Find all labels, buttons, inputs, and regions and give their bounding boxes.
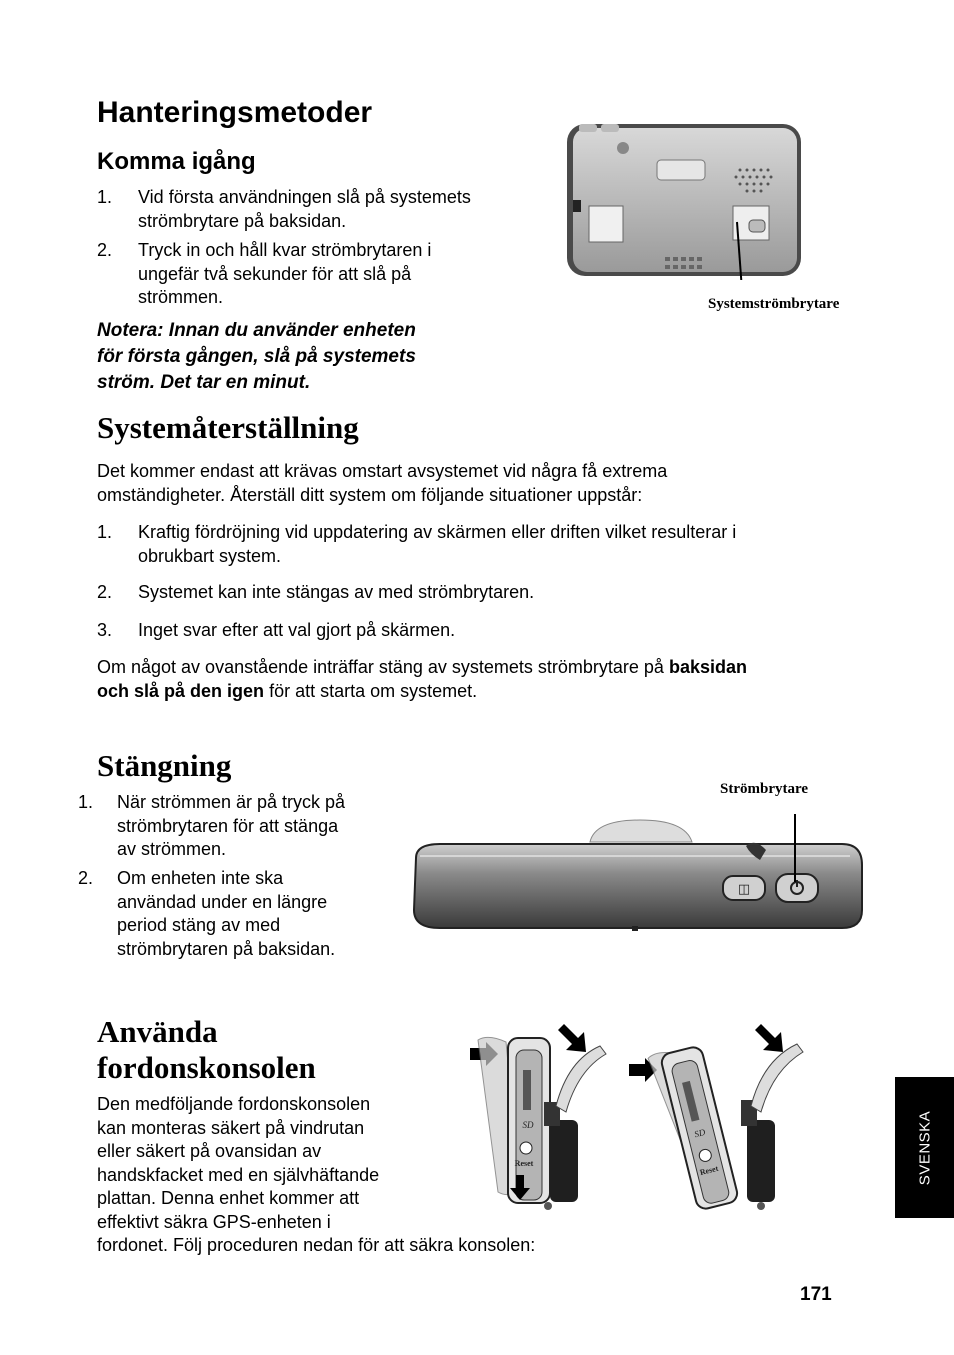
console-illustration-2 — [625, 1020, 815, 1215]
arrow-down-right-icon — [755, 1024, 783, 1052]
reset-intro: Det kommer endast att krävas omstart avsystemet vid några få extrema omständigheter. Återställ ditt system om följande situationer uppstår: — [97, 461, 668, 505]
steps-list-hantering — [97, 186, 537, 309]
item-number: 2. — [78, 868, 94, 888]
item-text: ungefär två sekunder för att slå på — [138, 263, 412, 284]
item-number: 3. — [97, 620, 113, 640]
language-side-tab — [895, 1077, 954, 1218]
item-number: 2. — [97, 582, 113, 602]
list-item: 1. När strömmen är på tryck på strömbrytaren för att stänga av strömmen. — [78, 792, 346, 859]
side-tab-label: SVENSKA — [916, 1110, 933, 1185]
steps-list-shutdown — [78, 791, 398, 963]
item-number: 1. — [97, 187, 113, 207]
item-text: strömbrytare på baksidan. — [138, 210, 347, 231]
item-text: strömmen. — [138, 287, 224, 307]
section-title-hantering: Hanteringsmetoder — [97, 96, 373, 129]
page-number: 171 — [800, 1284, 832, 1305]
note-text: Notera: Innan du använder enheten för första gången, slå på systemets ström. Det tar en minut. — [97, 320, 416, 393]
svg-text:SD: SD — [522, 1120, 534, 1130]
section-title-console: Använda fordonskonsolen — [97, 1014, 316, 1085]
list-item: 2. Om enheten inte ska användad under en längre period stäng av med strömbrytaren på baksidan. — [78, 868, 336, 959]
console-illustration-1 — [448, 1020, 618, 1215]
arrow-down-right-icon — [558, 1024, 586, 1052]
section-title-shutdown: Stängning — [97, 748, 232, 783]
svg-text:SD: SD — [693, 1126, 707, 1140]
svg-text:Reset: Reset — [514, 1159, 534, 1168]
item-number: 2. — [97, 240, 113, 260]
item-number: 1. — [78, 792, 94, 812]
list-item — [97, 239, 537, 309]
item-text: Tryck in och håll kvar strömbrytaren i — [138, 240, 432, 260]
caption-strombrytare: Strömbrytare — [720, 781, 809, 797]
svg-text:Reset: Reset — [698, 1163, 720, 1178]
console-body: Den medföljande fordonskonsolen kan monteras säkert på vindrutan eller säkert på ovansidan av handskfacket med en självhäftande plattan. Denna enhet kommer att effektivt säkra GPS-enheten i fordonet. Följ proceduren nedan för att säkra konsolen: — [97, 1094, 536, 1255]
list-item — [97, 186, 537, 233]
device-back-image — [565, 120, 805, 280]
device-side-image — [410, 810, 866, 935]
item-text: Vid första användningen slå på systemets — [138, 187, 471, 207]
svg-text:◫: ◫ — [737, 882, 751, 897]
reset-outro: Om något av ovanstående inträffar stäng av systemets strömbrytare på baksidan och slå på den igen för att starta om systemet. — [97, 657, 747, 701]
caption-systemstrombrytare: Systemströmbrytare — [708, 296, 840, 312]
subsection-title-komma-igang: Komma igång — [97, 148, 256, 175]
section-title-reset: Systemåterställning — [97, 410, 359, 445]
steps-list-reset: 1. Kraftig fördröjning vid uppdatering av skärmen eller driften vilket resulterar i obrukbart system. 2. Systemet kan inte stängas av med strömbrytaren. 3. Inget svar efter att val gjort på skärmen. — [97, 521, 857, 646]
item-number: 1. — [97, 522, 113, 542]
